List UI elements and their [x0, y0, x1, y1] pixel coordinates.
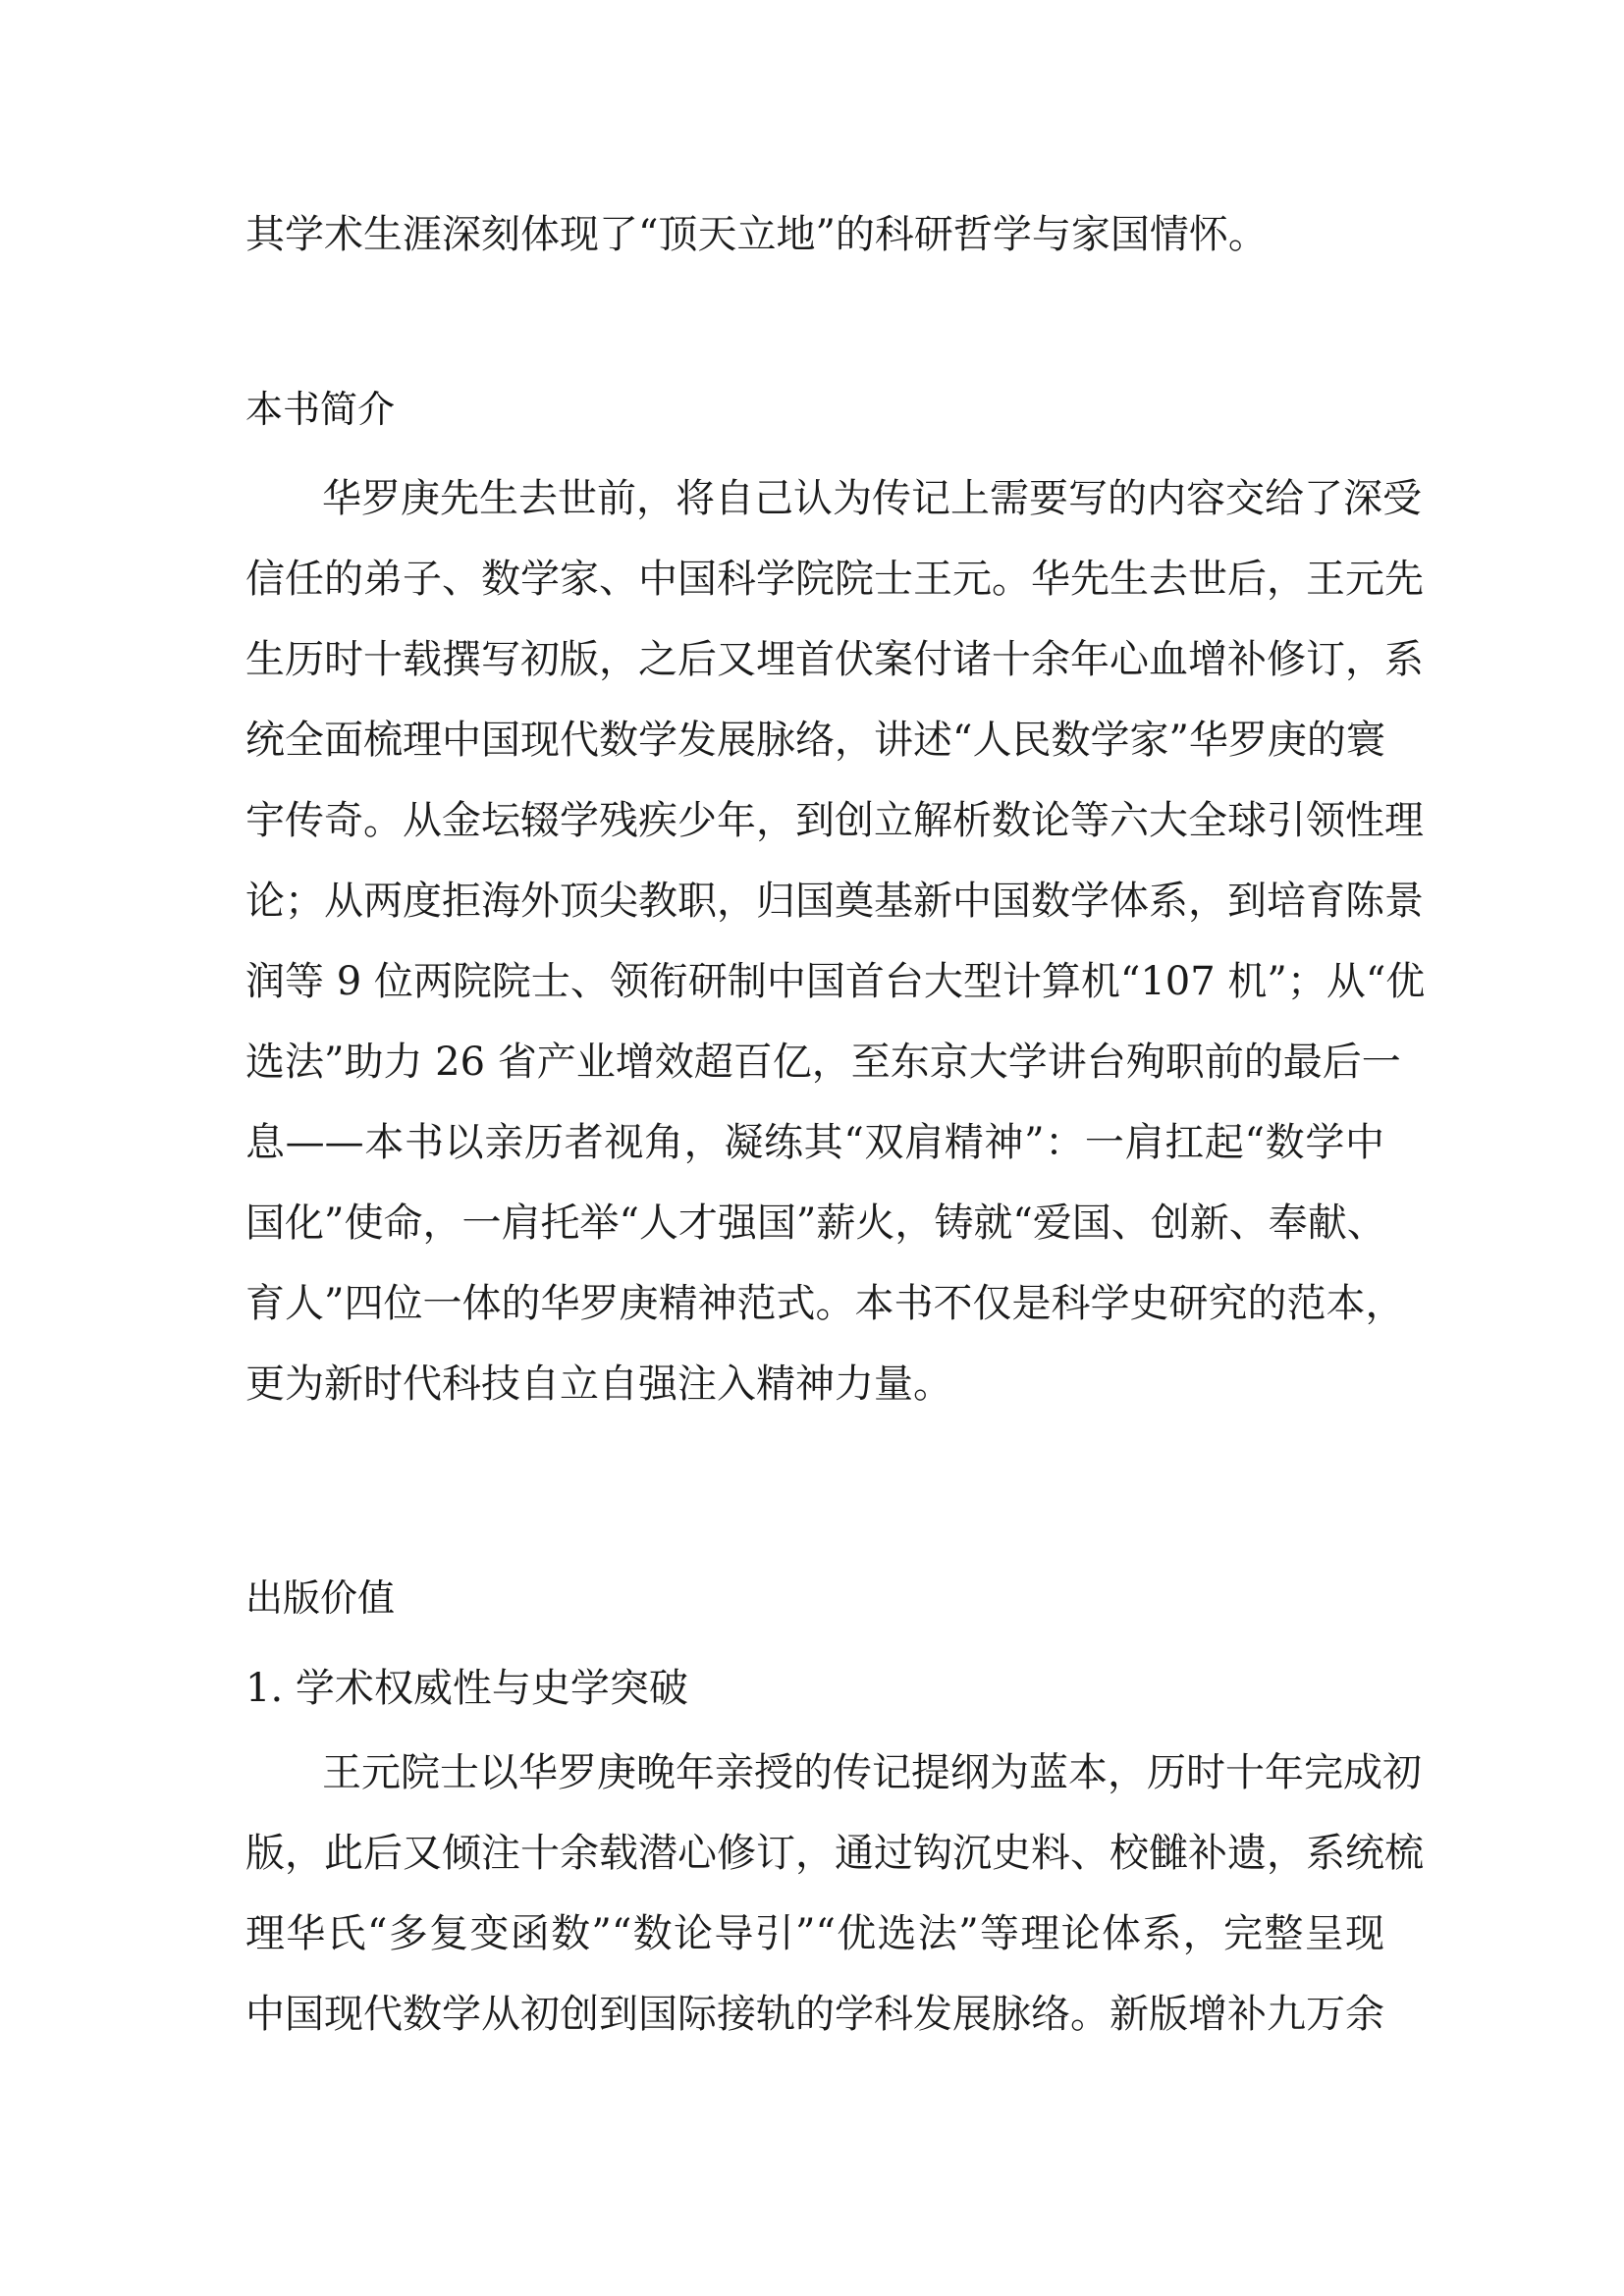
section-heading-publishing-value: 出版价值 — [245, 1576, 396, 1620]
paragraph-line: 版，此后又倾注十余载潜心修订，通过钩沉史料、校雠补遗，系统梳 — [245, 1831, 1424, 1876]
paragraph-line: 育人”四位一体的华罗庚精神范式。本书不仅是科学史研究的范本， — [245, 1281, 1405, 1326]
paragraph-line: 更为新时代科技自立自强注入精神力量。 — [245, 1362, 952, 1407]
paragraph-line: 宇传奇。从金坛辍学残疾少年，到创立解析数论等六大全球引领性理 — [245, 798, 1424, 843]
paragraph-line: 理华氏“多复变函数”“数论导引”“优选法”等理论体系，完整呈现 — [245, 1911, 1384, 1956]
paragraph-line: 统全面梳理中国现代数学发展脉络，讲述“人民数学家”华罗庚的寰 — [245, 718, 1385, 763]
intro-closing-line: 其学术生涯深刻体现了“顶天立地”的科研哲学与家国情怀。 — [245, 212, 1268, 257]
paragraph-line: 国化”使命，一肩托举“人才强国”薪火，铸就“爱国、创新、奉献、 — [245, 1201, 1386, 1246]
paragraph-line: 华罗庚先生去世前，将自己认为传记上需要写的内容交给了深受 — [322, 476, 1422, 521]
paragraph-line: 息——本书以亲历者视角，凝练其“双肩精神”：一肩扛起“数学中 — [245, 1120, 1384, 1165]
subsection-heading: 1. 学术权威性与史学突破 — [245, 1666, 688, 1711]
paragraph-line: 选法”助力 26 省产业增效超百亿，至东京大学讲台殉职前的最后一 — [245, 1040, 1401, 1085]
paragraph-line: 中国现代数学从初创到国际接轨的学科发展脉络。新版增补九万余 — [245, 1992, 1384, 2037]
paragraph-line: 信任的弟子、数学家、中国科学院院士王元。华先生去世后，王元先 — [245, 557, 1424, 602]
paragraph-line: 生历时十载撰写初版，之后又埋首伏案付诸十余年心血增补修订，系 — [245, 637, 1424, 682]
paragraph-line: 王元院士以华罗庚晚年亲授的传记提纲为蓝本，历时十年完成初 — [322, 1750, 1422, 1795]
paragraph-line: 论；从两度拒海外顶尖教职，归国奠基新中国数学体系，到培育陈景 — [245, 879, 1424, 924]
section-heading-book-intro: 本书简介 — [245, 388, 396, 431]
paragraph-line: 润等 9 位两院院士、领衔研制中国首台大型计算机“107 机”；从“优 — [245, 959, 1426, 1004]
